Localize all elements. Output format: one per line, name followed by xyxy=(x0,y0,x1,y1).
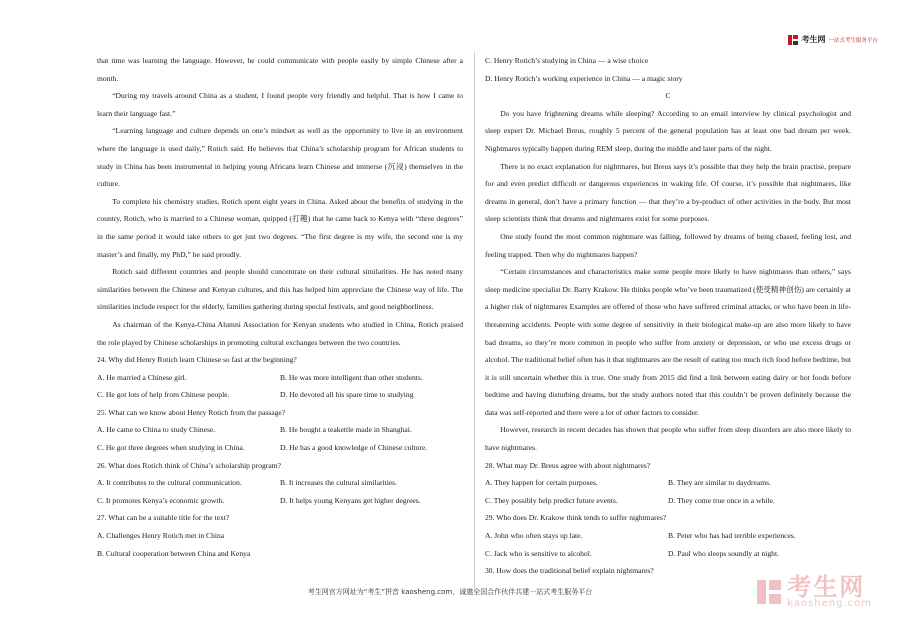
right-column xyxy=(485,52,851,580)
option-c: C. Jack who is sensitive to alcohol. xyxy=(485,548,592,558)
passage-paragraph: “Learning language and culture depends on one’s mindset as well as the opportunity to live in an environment where the language is used daily,” Rotich said. He believes that China’s scholarship program for African students to study in China has been instrumental in helping young Africans learn Chinese and immerse (沉浸) themselves in the culture. xyxy=(97,126,463,189)
option-d: D. Paul who sleeps soundly at night. xyxy=(668,548,779,558)
option-b: B. He bought a teakettle made in Shanghai. xyxy=(280,425,412,435)
option-b: B. Peter who has had terrible experiences. xyxy=(668,531,796,541)
passage-paragraph: Rotich said different countries and people should concentrate on their cultural similarities. He has noted many similarities between the Chinese and Kenyan cultures, and this has helped him appreciate the Chinese way of life. The similarities include respect for the elderly, families gathering during special festivals, and good neighborliness. xyxy=(97,267,463,312)
logo-name: 考生网 xyxy=(801,35,826,44)
question-options xyxy=(485,474,851,492)
option-d: D. He devoted all his spare time to studying xyxy=(280,390,414,400)
question-options xyxy=(485,527,851,545)
option-a: A. He came to China to study Chinese. xyxy=(97,425,216,435)
option-d: D. They come true once in a while. xyxy=(668,495,775,505)
watermark-domain: kaosheng.com xyxy=(787,598,872,609)
passage-paragraph: There is no exact explanation for nightmares, but Breus says it’s possible that they help the brain practise, prepare for and even predict difficult or dangerous experiences in waking life. Of course, it’s possible that nightmares, like dreams in general, don’t have a primary function — that they’re a by-product of other activities in the body. But most sleep scientists think that dreams and nightmares exist for some purposes. xyxy=(485,161,851,224)
question-25: 25. What can we know about Henry Rotich from the passage? xyxy=(97,407,286,417)
passage-paragraph: “Certain circumstances and characteristics make some people more likely to have nightmares than others,” says sleep medicine specialist Dr. Barry Krakow. He thinks people who’ve been traumatized (使受精神创伤) are certainly at a higher risk of nightmares Examples are offered of those who have suffered criminal attacks, or who have been in life-threatening accidents. People with some degree of sensitivity in their biological make-up are also more likely to have bad dreams, so they’re more common in people who suffer from anxiety or depression, or who use excess drugs or alcohol. The traditional belief often has it that nightmares are the result of eating too much rich food before bedtime, but it is still uncertain whether this is true. One study from 2015 did find a link between eating dairy or hot foods before bedtime and having disturbing dreams, but the study authors noted that this couldn’t be proven definitely because the data was self-reported and there were a lot of other factors to consider. xyxy=(485,267,851,417)
passage-paragraph: To complete his chemistry studies, Rotich spent eight years in China. Asked about the benefits of studying in the country, Rotich, who is married to a Chinese woman, quipped (打趣) that he came back to Kenya with “three degrees” in the same period it would take others to get just two degrees. “The first degree is my wife, the second one is my master’s and finally, my PhD,” he said proudly. xyxy=(97,196,463,259)
question-28: 28. What may Dr. Breus agree with about nightmares? xyxy=(485,460,651,470)
logo-mark-icon xyxy=(788,35,798,45)
option-b: B. Cultural cooperation between China and Kenya xyxy=(97,548,251,558)
question-26: 26. What does Rotich think of China’s scholarship program? xyxy=(97,460,281,470)
option-a: A. John who often stays up late. xyxy=(485,531,583,541)
option-a: A. He married a Chinese girl. xyxy=(97,372,187,382)
passage-paragraph: However, research in recent decades has shown that people who suffer from sleep disorders are also more likely to have nightmares. xyxy=(485,425,851,453)
page-footer: 考生网官方网址为“考生”拼音 kaosheng.com，诚邀全国合作伙伴共建一站式考生服务平台 xyxy=(307,588,593,596)
logo-slogan: 一站式考生服务平台 xyxy=(828,37,878,44)
option-b: B. They are similar to daydreams. xyxy=(668,478,771,488)
question-options xyxy=(485,492,851,510)
section-heading: C xyxy=(665,91,671,101)
question-options xyxy=(97,421,463,439)
site-logo[interactable] xyxy=(788,34,878,45)
passage-paragraph: that time was learning the language. However, he could communicate with people easily by simple Chinese after a month. xyxy=(97,56,463,83)
option-d: D. Henry Rotich’s working experience in China — a magic story xyxy=(485,73,683,83)
passage-paragraph: “During my travels around China as a student, I found people very friendly and helpful. That is how I came to learn their language fast.” xyxy=(97,91,463,118)
option-c: C. It promotes Kenya’s economic growth. xyxy=(97,495,225,505)
question-24: 24. Why did Henry Rotich learn Chinese so fast at the beginning? xyxy=(97,355,297,365)
option-a: A. They happen for certain purposes. xyxy=(485,478,598,488)
watermark-brand: 考生网 xyxy=(787,573,866,601)
question-options xyxy=(97,369,463,387)
option-d: D. It helps young Kenyans get higher degrees. xyxy=(280,495,421,505)
question-options xyxy=(97,492,463,510)
left-column xyxy=(97,52,463,562)
option-b: B. He was more intelligent than other students. xyxy=(280,372,423,382)
option-a: A. Challenges Henry Rotich met in China xyxy=(97,531,225,541)
question-options xyxy=(485,545,851,563)
passage-paragraph: Do you have frightening dreams while sleeping? According to an email interview by clinical psychologist and sleep expert Dr. Michael Breus, roughly 5 percent of the general population has at least one bad dream per week. Nightmares typically happen during REM sleep, during the middle and later parts of the night. xyxy=(485,108,851,153)
option-c: C. He got three degrees when studying in China. xyxy=(97,443,245,453)
option-c: C. They possibly help predict future events. xyxy=(485,495,618,505)
option-c: C. He got lots of help from Chinese people. xyxy=(97,390,230,400)
question-options xyxy=(97,386,463,404)
question-options xyxy=(97,474,463,492)
option-a: A. It contributes to the cultural communication. xyxy=(97,478,242,488)
option-b: B. It increases the cultural similarities. xyxy=(280,478,398,488)
passage-paragraph: One study found the most common nightmare was falling, followed by dreams of being chased, feeling lost, and feeling trapped. Then why do nightmares happen? xyxy=(485,231,851,259)
option-d: D. He has a good knowledge of Chinese culture. xyxy=(280,443,428,453)
question-options xyxy=(97,439,463,457)
column-divider xyxy=(474,52,475,592)
question-27: 27. What can be a suitable title for the text? xyxy=(97,513,230,523)
passage-paragraph: As chairman of the Kenya-China Alumni Association for Kenyan students who studied in China, Rotich praised the role played by Chinese scholarships in promoting cultural exchanges between the two countries. xyxy=(97,319,463,347)
option-c: C. Henry Rotich’s studying in China — a wise choice xyxy=(485,56,649,65)
question-30: 30. How does the traditional belief explain nightmares? xyxy=(485,566,654,576)
question-29: 29. Who does Dr. Krakow think tends to suffer nightmares? xyxy=(485,513,667,523)
